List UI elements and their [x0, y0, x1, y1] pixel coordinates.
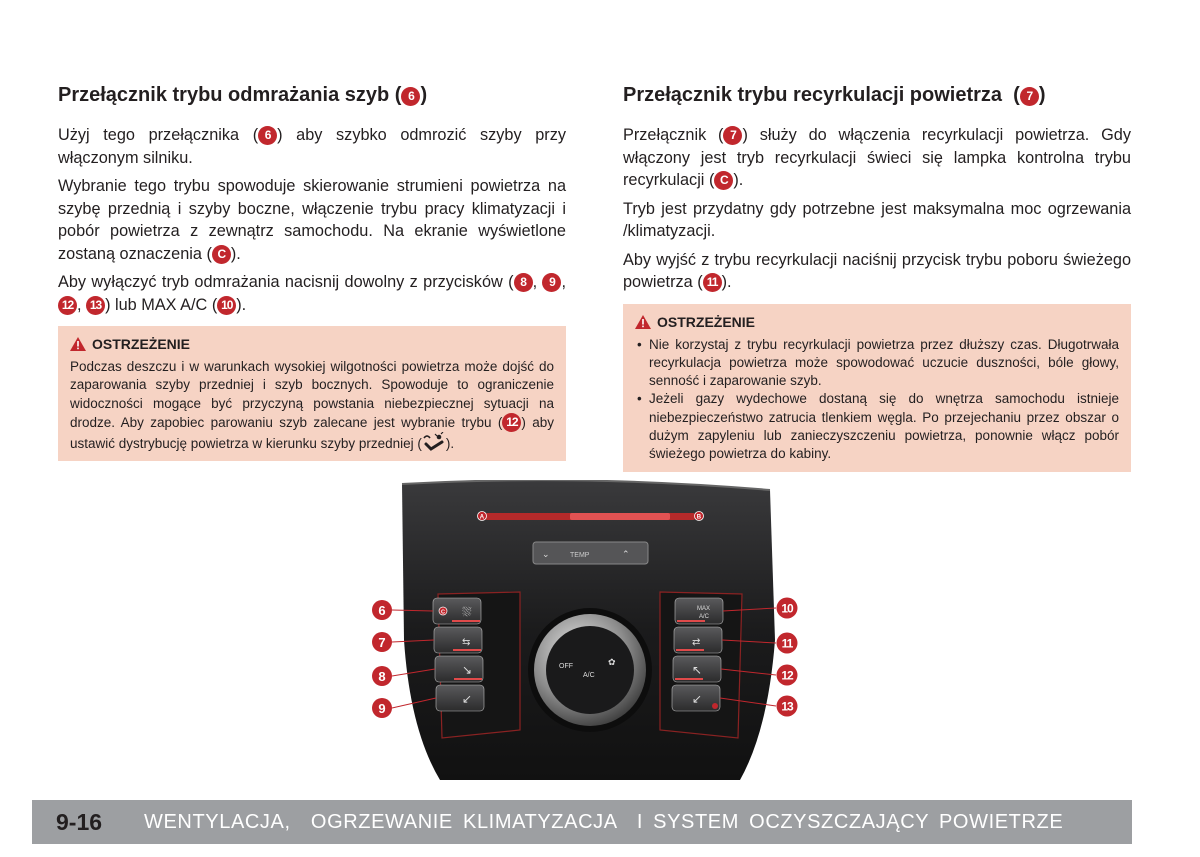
callout-badge: 6 [401, 87, 420, 106]
paragraph [623, 124, 1131, 192]
callout-badge: 7 [723, 126, 742, 145]
paragraph [623, 249, 1131, 294]
warning-text [70, 358, 554, 453]
page-footer [32, 800, 1132, 844]
warning-title-text: OSTRZEŻENIE [92, 336, 191, 352]
text: ). [733, 171, 744, 189]
svg-text:✿: ✿ [608, 658, 616, 668]
text: ) służy do włączenia recyrkulacji powietrza. Gdy włączony jest tryb recyrkulacji świeci się lampka kontrolna trybu recyrkulacji ( [623, 126, 1131, 189]
svg-text:⇄: ⇄ [692, 637, 701, 648]
text: ). [721, 273, 732, 291]
callout-badge: 7 [1020, 87, 1039, 106]
heading-close: ) [420, 84, 428, 106]
paragraph: Tryb jest przydatny gdy potrzebne jest maksymalna moc ogrzewania /klimatyzacji. [623, 199, 1131, 240]
callout-badge: 8 [514, 273, 533, 292]
callout-badge: 12 [58, 296, 77, 315]
callout-6: 6 [378, 603, 386, 618]
text: Podczas deszczu i w warunkach wysokiej wilgotności powietrza może dojść do zaparowania szyby przedniej i szyb bocznych. Spowoduje to ograniczenie widoczności mogące być przyczyną powstania niebezpiecznej sytuacji na drodze. Aby zapobiec parowaniu szyb zalecane jest wybranie trybu ( [70, 359, 554, 430]
warning-box [58, 326, 566, 461]
svg-text:↙: ↙ [462, 692, 473, 706]
callout-8: 8 [378, 669, 386, 684]
callout-13: 13 [781, 699, 793, 714]
warning-list-item: • Nie korzystaj z trybu recyrkulacji powietrza przez dłuższy czas. Długotrwała recyrkulacja powietrza może spowodować uczucie duszności, bóle głowy, senność i zaparowanie szyb. [649, 336, 1119, 391]
callout-7: 7 [378, 635, 386, 650]
max-ac-label: A/C [699, 614, 710, 620]
section-heading-defrost [58, 80, 566, 110]
svg-text:↖: ↖ [692, 663, 703, 677]
warning-triangle-icon [635, 315, 651, 329]
text: , [77, 295, 87, 314]
warning-box [623, 304, 1131, 472]
text: ) aby szybko odmrozić szyby przy włączonym silniku. [58, 126, 566, 167]
text: Aby wyłączyć tryb odmrażania nacisnij dowolny z przycisków ( [58, 273, 514, 291]
text: Użyj tego przełącznika ( [58, 126, 259, 144]
svg-text:⛆: ⛆ [462, 605, 472, 619]
callout-badge: 6 [258, 126, 277, 145]
warning-title-text: OSTRZEŻENIE [657, 313, 756, 330]
callout-9: 9 [378, 701, 386, 716]
chapter-title: WENTYLACJA, OGRZEWANIE KLIMATYZACJA I SYSTEM OCZYSZCZAJĄCY POWIETRZE [144, 810, 1064, 833]
svg-text:⌃: ⌃ [622, 549, 630, 559]
callout-12: 12 [781, 668, 793, 683]
left-buttons [433, 592, 520, 738]
warning-title [635, 314, 1119, 330]
warning-title [70, 336, 554, 352]
left-column [58, 80, 566, 461]
callout-badge: 11 [703, 273, 722, 292]
heading-text: Przełącznik trybu recyrkulacji powietrza ( [623, 84, 1020, 106]
paragraph [58, 175, 566, 265]
warning-triangle-icon [70, 337, 86, 351]
callout-badge: 13 [86, 296, 105, 315]
marker-a-label: A [479, 514, 485, 521]
text: ). [445, 436, 455, 452]
fan-knob [528, 608, 652, 732]
climate-control-panel-illustration [370, 480, 810, 780]
callout-badge: 12 [502, 413, 521, 432]
callout-badge: 10 [217, 296, 236, 315]
marker-b-label: B [696, 514, 702, 521]
svg-text:⌄: ⌄ [542, 549, 550, 559]
marker-c-label: C [441, 609, 445, 616]
paragraph [58, 124, 566, 169]
text: ). [230, 244, 241, 263]
warning-list [635, 336, 1119, 464]
temp-label: TEMP [570, 552, 590, 559]
off-label: OFF [559, 663, 573, 670]
max-label: MAX [697, 606, 711, 612]
heading-close: ) [1038, 84, 1046, 106]
text: Przełącznik ( [623, 126, 724, 144]
svg-text:↙: ↙ [692, 692, 703, 706]
paragraph [58, 271, 566, 316]
text: , [532, 273, 543, 291]
ac-label: A/C [583, 672, 595, 679]
windshield-defrost-seat-icon [422, 432, 446, 452]
right-column [623, 80, 1131, 472]
right-buttons [660, 592, 742, 738]
warning-list-item: • Jeżeli gazy wydechowe dostaną się do wnętrza samochodu istnieje niebezpieczeństwo zatrucia tlenkiem węgla. Po przejechaniu przez obszar o dużym zapyleniu lub zanieczyszczeniu powietrza, ponownie włącz pobór świeżego powietrza do kabiny. [649, 390, 1119, 463]
text: ) lub MAX A/C ( [105, 295, 218, 314]
text: ). [236, 295, 247, 314]
callout-badge: C [714, 171, 733, 190]
heading-text: Przełącznik trybu odmrażania szyb ( [58, 84, 402, 106]
callout-badge: C [212, 245, 231, 264]
callout-10: 10 [781, 601, 793, 616]
callout-11: 11 [781, 636, 793, 651]
text: , [561, 273, 566, 291]
svg-text:↘: ↘ [462, 663, 473, 677]
page-number: 9-16 [56, 808, 103, 835]
callout-badge: 9 [542, 273, 561, 292]
svg-text:⇆: ⇆ [462, 637, 471, 648]
text: Aby wyjść z trybu recyrkulacji naciśnij przycisk trybu poboru świeżego powietrza ( [623, 250, 1131, 291]
text: Wybranie tego trybu spowoduje skierowanie strumieni powietrza na szybę przednią i szyby boczne, włączenie trybu pracy klimatyzacji i pobór powietrza z zewnątrz samochodu. Na ekranie wyświetlone zostaną oznaczenia ( [58, 177, 566, 263]
section-heading-recirculation [623, 80, 1131, 110]
text: ) aby ustawić dystrybucję powietrza w kierunku szyby przedniej ( [70, 414, 554, 452]
